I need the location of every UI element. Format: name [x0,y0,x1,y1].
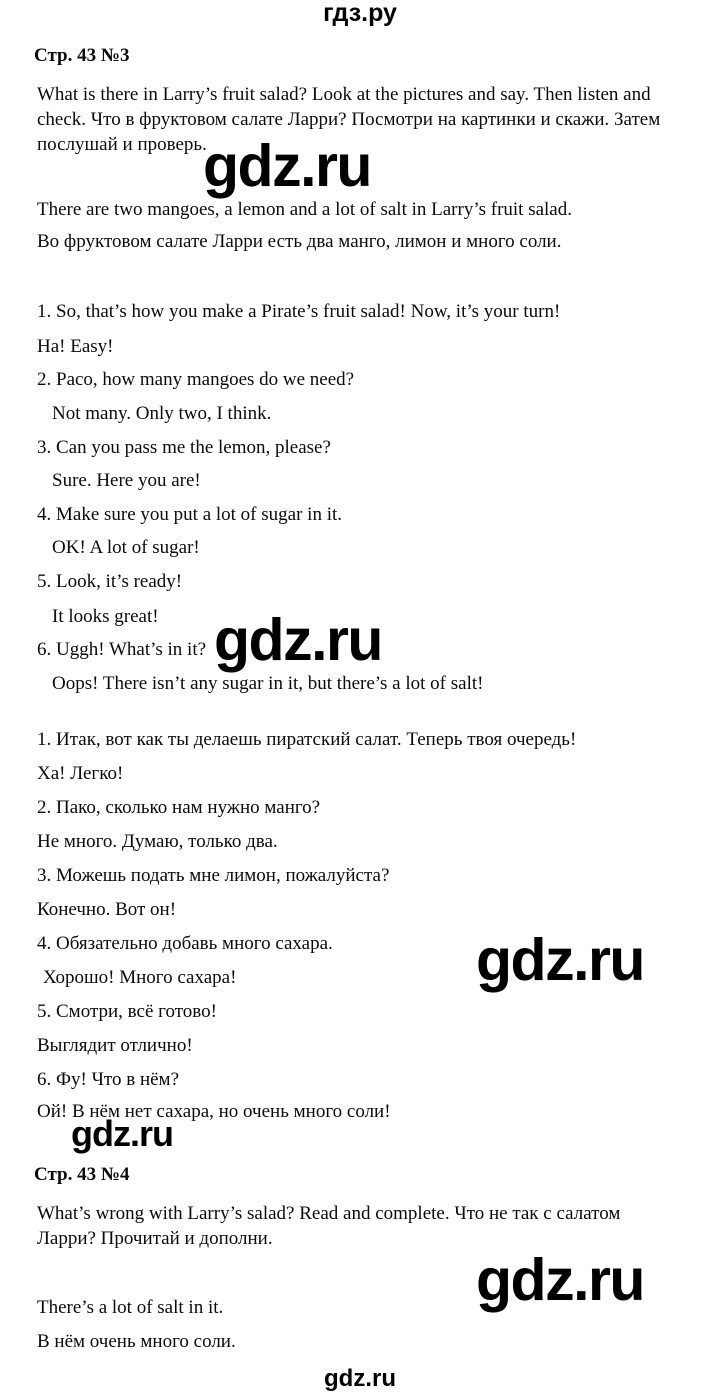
section2-answer-ru: В нём очень много соли. [37,1331,236,1352]
section1-task-line: послушай и проверь. [37,134,207,155]
section2-task-line: What’s wrong with Larry’s salad? Read and complete. Что не так с салатом [37,1203,621,1224]
dialogue-ru-line: 6. Фу! Что в нём? [37,1069,180,1090]
dialogue-en-line: Oops! There isn’t any sugar in it, but there’s a lot of salt! [52,673,484,694]
site-logo-footer: gdz.ru [324,1365,396,1392]
dialogue-en-line: 5. Look, it’s ready! [37,571,183,592]
gdz-watermark: gdz.ru [71,1113,173,1154]
dialogue-ru-line: 2. Пако, сколько нам нужно манго? [37,797,321,818]
gdz-watermark: gdz.ru [476,1247,644,1313]
dialogue-en-line: 2. Paco, how many mangoes do we need? [37,369,355,390]
dialogue-en-line: 3. Can you pass me the lemon, please? [37,437,331,458]
gdz-watermark: gdz.ru [203,133,371,199]
dialogue-en-line: It looks great! [52,606,159,627]
section1-answer-en: There are two mangoes, a lemon and a lot of salt in Larry’s fruit salad. [37,199,572,220]
dialogue-en-line: 4. Make sure you put a lot of sugar in it. [37,504,343,525]
dialogue-ru-line: 1. Итак, вот как ты делаешь пиратский салат. Теперь твоя очередь! [37,729,577,750]
dialogue-ru-line: 5. Смотри, всё готово! [37,1001,217,1022]
site-logo-header: гдз.ру [323,0,397,27]
dialogue-en-line: 1. So, that’s how you make a Pirate’s fruit salad! Now, it’s your turn! [37,301,561,322]
section1-title: Стр. 43 №3 [34,45,130,66]
section2-title: Стр. 43 №4 [34,1164,130,1185]
dialogue-en-line: Ha! Easy! [37,336,114,357]
dialogue-ru-line: 4. Обязательно добавь много сахара. [37,933,333,954]
dialogue-en-line: Sure. Here you are! [52,470,201,491]
dialogue-ru-line: Выглядит отлично! [37,1035,193,1056]
section1-answer-ru: Во фруктовом салате Ларри есть два манго, лимон и много соли. [37,231,562,252]
dialogue-en-line: OK! A lot of sugar! [52,537,200,558]
dialogue-ru-line: Хорошо! Много сахара! [43,967,237,988]
gdz-watermark: gdz.ru [476,927,644,993]
section1-task-line: check. Что в фруктовом салате Ларри? Посмотри на картинки и скажи. Затем [37,109,661,130]
dialogue-en-line: Not many. Only two, I think. [52,403,272,424]
section2-answer-en: There’s a lot of salt in it. [37,1297,224,1318]
section1-task-line: What is there in Larry’s fruit salad? Look at the pictures and say. Then listen and [37,84,651,105]
dialogue-ru-line: Не много. Думаю, только два. [37,831,278,852]
dialogue-ru-line: Ой! В нём нет сахара, но очень много соли! [37,1101,391,1122]
dialogue-ru-line: Ха! Легко! [37,763,124,784]
dialogue-en-line: 6. Uggh! What’s in it? [37,639,207,660]
gdz-watermark: gdz.ru [214,607,382,673]
dialogue-ru-line: Конечно. Вот он! [37,899,177,920]
dialogue-ru-line: 3. Можешь подать мне лимон, пожалуйста? [37,865,390,886]
section2-task-line: Ларри? Прочитай и дополни. [37,1228,273,1249]
